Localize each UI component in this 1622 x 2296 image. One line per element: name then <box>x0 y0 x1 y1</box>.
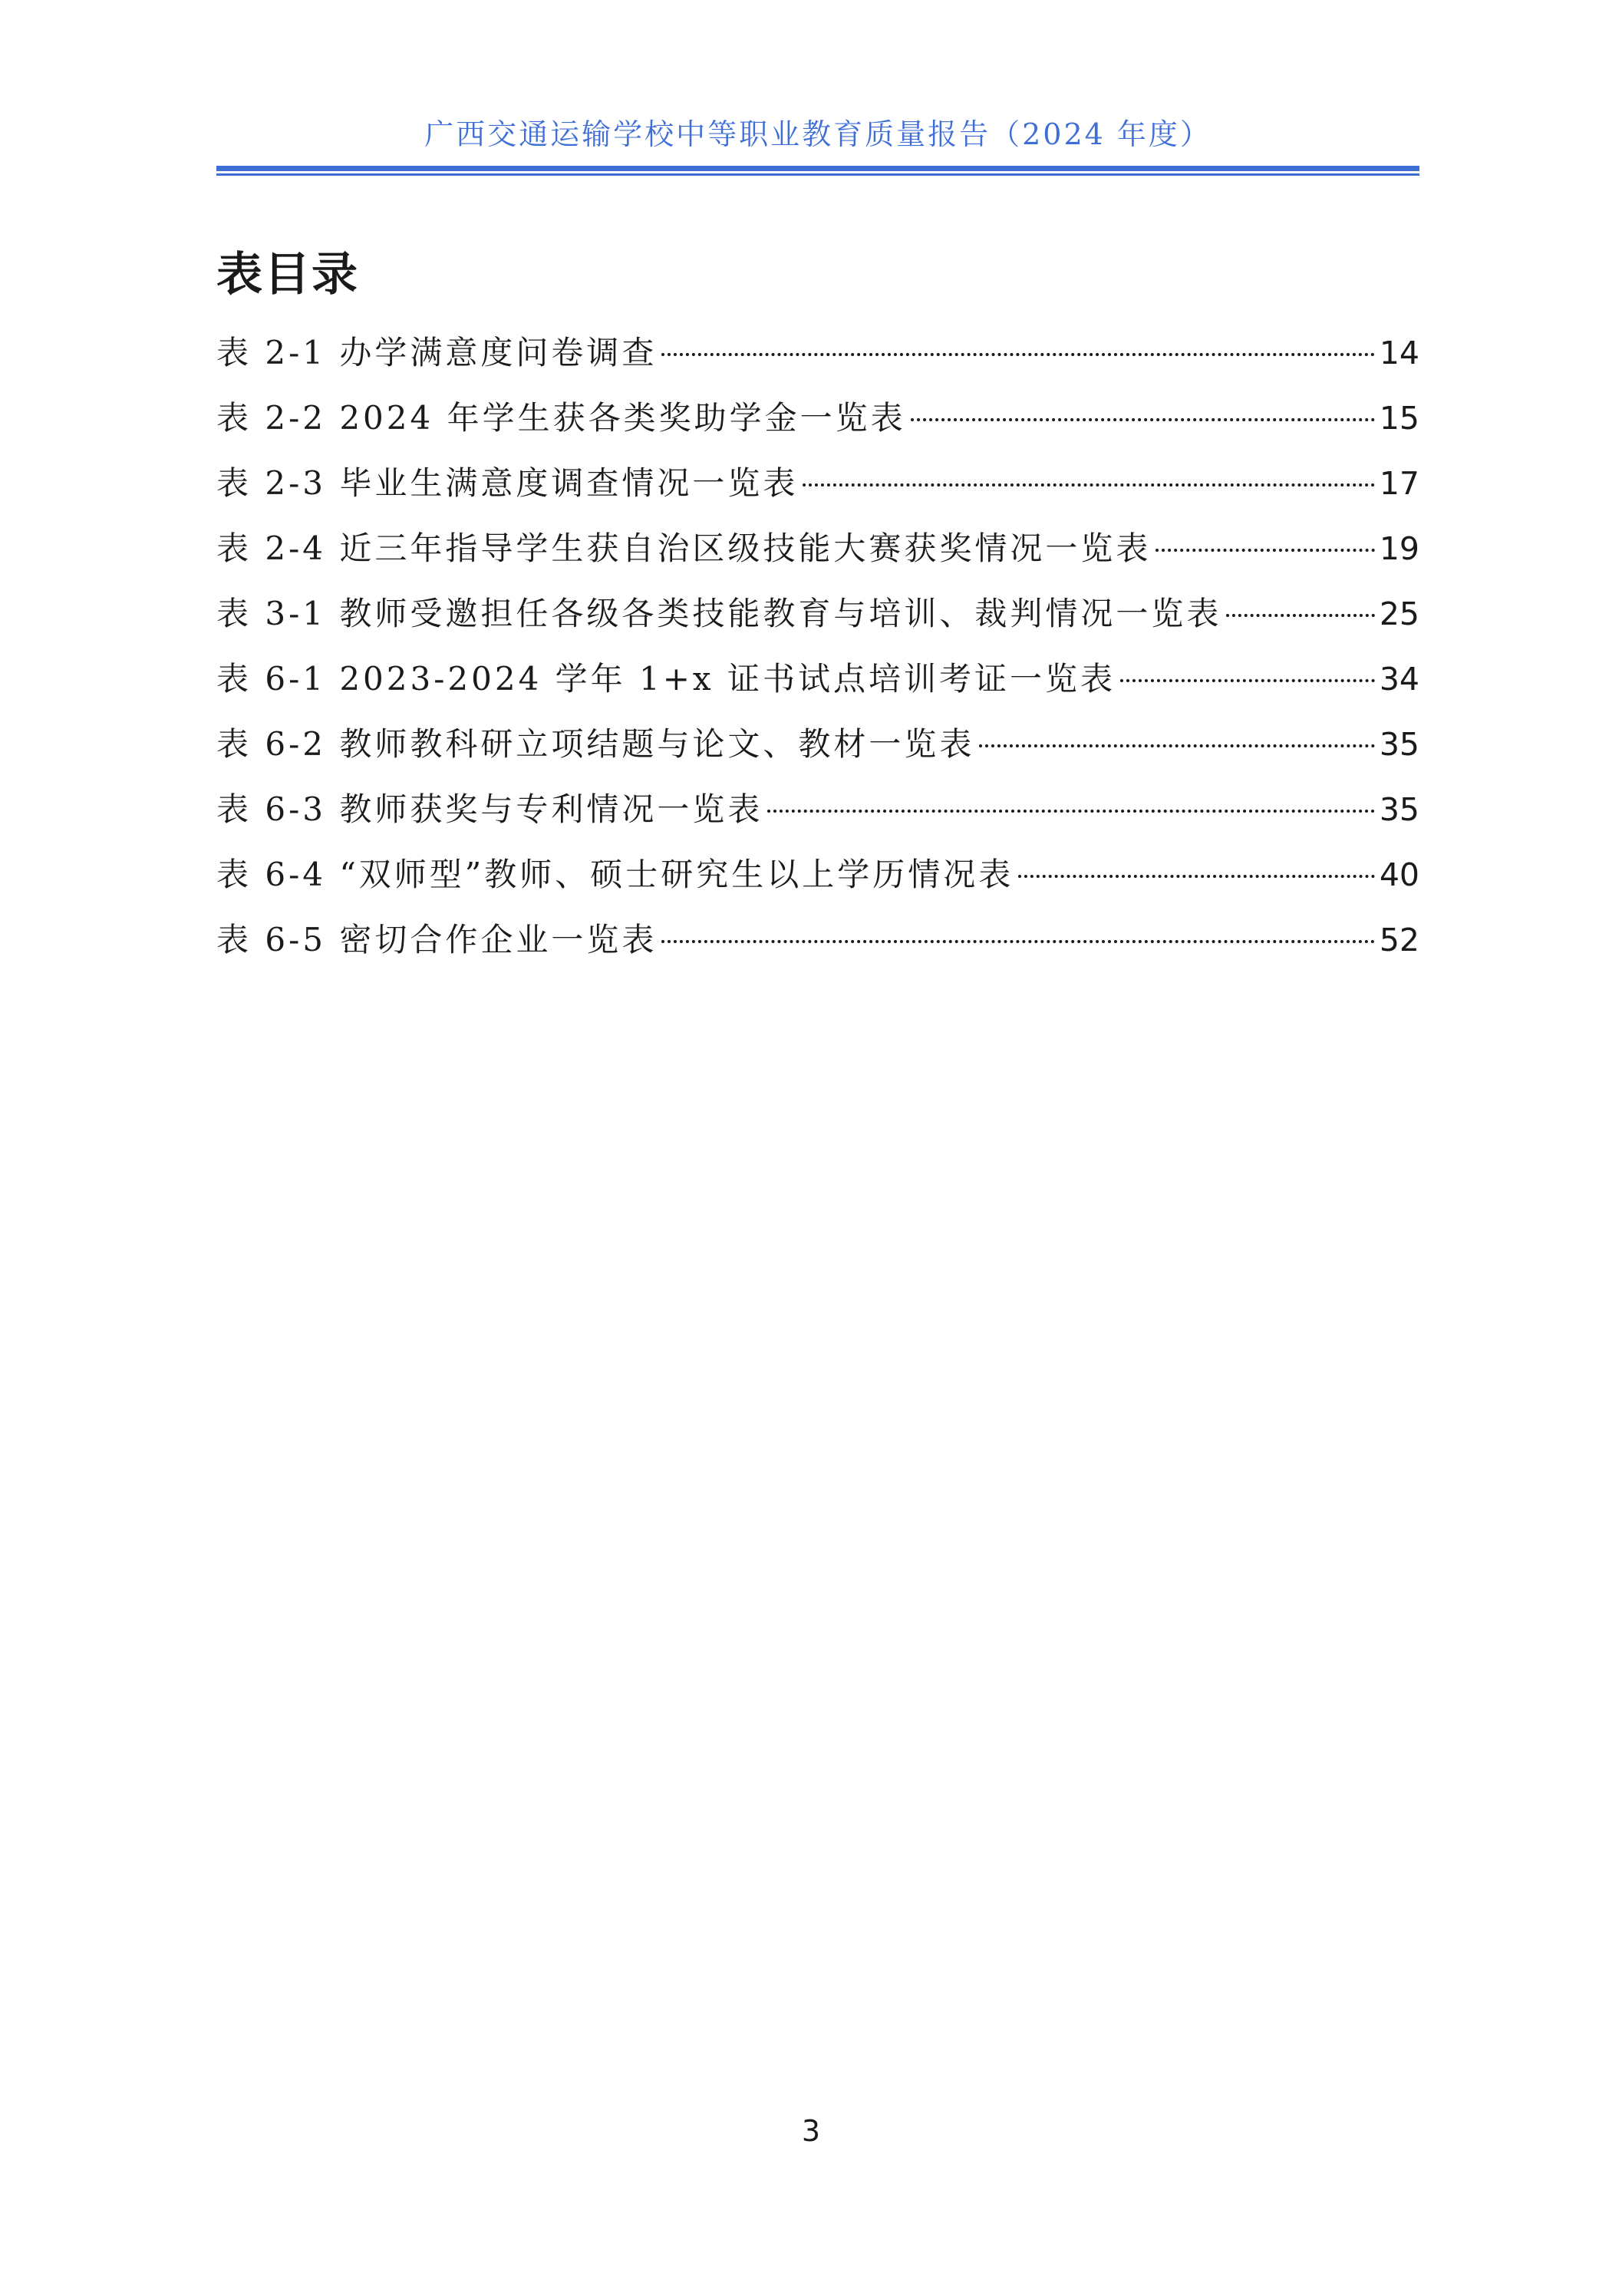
header-rule-thick <box>216 166 1419 171</box>
toc-entry[interactable] <box>216 330 1419 395</box>
toc-entry-page: 35 <box>1379 726 1419 763</box>
toc-dot-leader <box>1120 679 1375 682</box>
toc-dot-leader <box>661 353 1374 356</box>
toc-entry[interactable] <box>216 656 1419 721</box>
header-rule <box>216 166 1419 176</box>
toc-list <box>216 330 1419 982</box>
toc-entry-page: 40 <box>1379 856 1419 893</box>
toc-dot-leader <box>803 483 1374 487</box>
toc-entry[interactable] <box>216 721 1419 787</box>
toc-entry[interactable] <box>216 787 1419 852</box>
toc-entry[interactable] <box>216 460 1419 526</box>
header-rule-thin <box>216 173 1419 176</box>
toc-dot-leader <box>1156 549 1374 552</box>
toc-entry-label: 表 2-3 毕业生满意度调查情况一览表 <box>216 464 799 502</box>
toc-entry-label: 表 6-2 教师教科研立项结题与论文、教材一览表 <box>216 725 975 763</box>
toc-entry-label: 表 6-5 密切合作企业一览表 <box>216 921 658 958</box>
toc-entry[interactable] <box>216 852 1419 917</box>
toc-entry-page: 14 <box>1379 335 1419 371</box>
toc-entry-label: 表 2-1 办学满意度问卷调查 <box>216 334 658 371</box>
toc-title: 表目录 <box>216 248 359 302</box>
toc-entry-label: 表 6-1 2023-2024 学年 1+x 证书试点培训考证一览表 <box>216 660 1116 698</box>
toc-entry[interactable] <box>216 526 1419 591</box>
toc-dot-leader <box>767 810 1374 813</box>
toc-entry-label: 表 3-1 教师受邀担任各级各类技能教育与培训、裁判情况一览表 <box>216 595 1222 632</box>
running-header: 广西交通运输学校中等职业教育质量报告（2024 年度） <box>424 117 1212 151</box>
page-number: 3 <box>801 2114 821 2148</box>
toc-entry-label: 表 6-3 教师获奖与专利情况一览表 <box>216 790 763 828</box>
toc-entry-page: 34 <box>1379 661 1419 698</box>
toc-entry-page: 17 <box>1379 465 1419 502</box>
toc-entry-label: 表 6-4 “双师型”教师、硕士研究生以上学历情况表 <box>216 856 1014 893</box>
toc-dot-leader <box>1018 875 1375 878</box>
toc-entry-label: 表 2-2 2024 年学生获各类奖助学金一览表 <box>216 399 906 437</box>
toc-dot-leader <box>661 940 1374 943</box>
toc-entry-page: 19 <box>1379 530 1419 567</box>
toc-entry-label: 表 2-4 近三年指导学生获自治区级技能大赛获奖情况一览表 <box>216 529 1152 567</box>
toc-entry-page: 25 <box>1379 595 1419 632</box>
toc-entry[interactable] <box>216 591 1419 656</box>
toc-entry-page: 35 <box>1379 791 1419 828</box>
toc-entry[interactable] <box>216 917 1419 982</box>
toc-dot-leader <box>1226 614 1374 617</box>
toc-dot-leader <box>979 744 1374 747</box>
toc-dot-leader <box>911 418 1375 421</box>
toc-entry-page: 15 <box>1379 400 1419 437</box>
toc-entry[interactable] <box>216 395 1419 460</box>
toc-entry-page: 52 <box>1379 922 1419 958</box>
